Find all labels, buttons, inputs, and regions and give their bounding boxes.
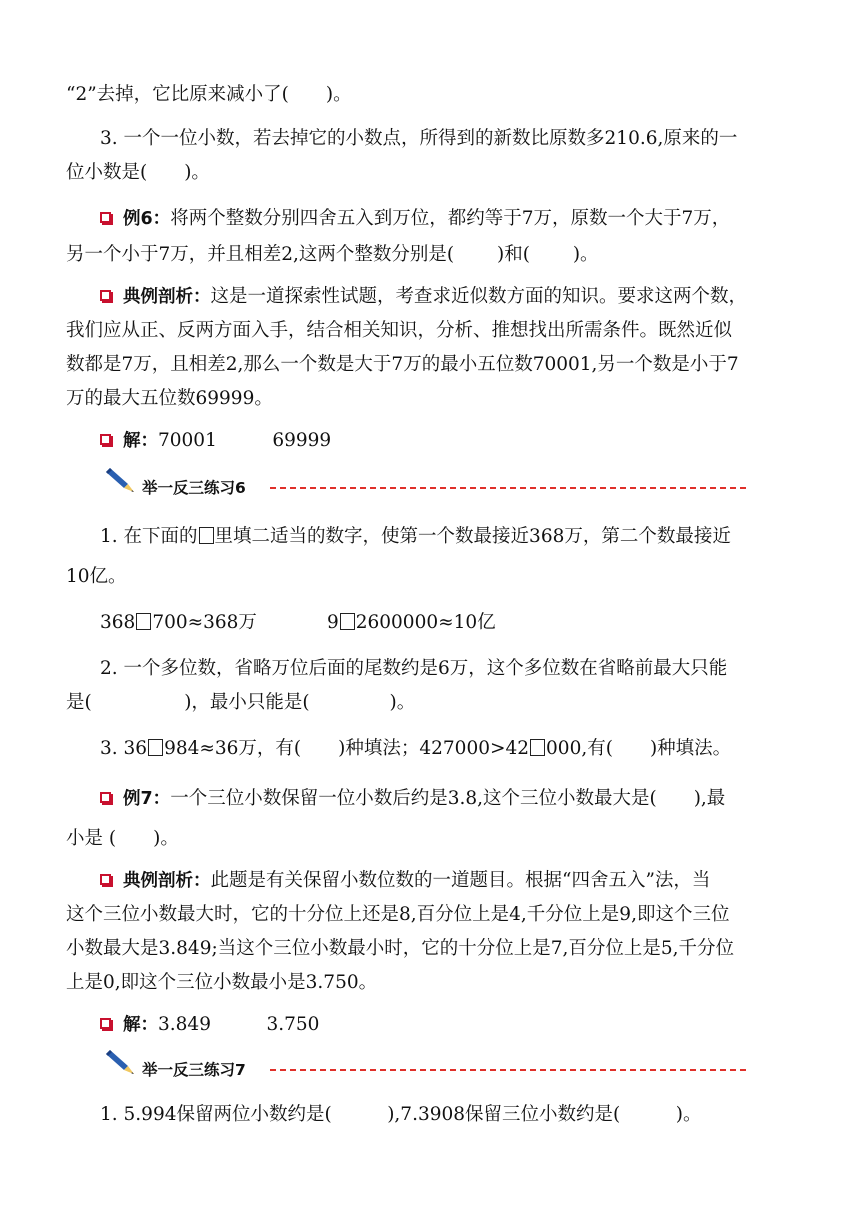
- example-6: [100, 206, 730, 232]
- solution-label: 解：: [123, 431, 158, 451]
- text-line: 此题是有关保留小数位数的一道题目。根据“四舍五入”法，当: [210, 870, 711, 891]
- text-fragment: 984≈36万，有( )种填法；427000>42: [164, 738, 530, 759]
- square-bullet-icon: [100, 792, 111, 803]
- blank-box[interactable]: [199, 527, 214, 544]
- question-6-1: [100, 524, 731, 550]
- pencil-icon: [106, 464, 136, 494]
- example-label: 例6：: [123, 209, 171, 229]
- blank-box[interactable]: [530, 739, 545, 756]
- analysis-6: [100, 284, 747, 310]
- square-bullet-icon: [100, 434, 111, 445]
- solution-text: 3.849 3.750: [158, 1014, 320, 1035]
- text-fragment: 368: [100, 612, 136, 633]
- practice-header-6: [106, 464, 746, 500]
- text-line: “2”去掉，它比原来减小了( )。: [66, 84, 352, 105]
- text-line: 小是 ( )。: [66, 828, 179, 849]
- example-label: 例7：: [123, 789, 171, 809]
- solution-6: [100, 428, 331, 454]
- text-line: 是( )，最小只能是( )。: [66, 692, 416, 713]
- solution-7: [100, 1012, 319, 1038]
- question-6-1-items: [100, 610, 496, 636]
- practice-title: 举一反三练习7: [142, 1061, 246, 1079]
- blank-box[interactable]: [148, 739, 163, 756]
- analysis-label: 典例剖析：: [123, 871, 211, 891]
- text-line: 万的最大五位数69999。: [66, 388, 273, 409]
- question-6-3: [100, 736, 731, 762]
- text-line: 这个三位小数最大时，它的十分位上还是8,百分位上是4,千分位上是9,即这个三位: [66, 904, 730, 925]
- text-fragment: 700≈368万: [152, 612, 257, 633]
- text-line: 小数最大是3.849;当这个三位小数最小时，它的十分位上是7,百分位上是5,千分位: [66, 938, 734, 959]
- text-fragment: 9: [326, 612, 339, 633]
- analysis-7: [100, 868, 710, 894]
- text-line: 我们应从正、反两方面入手，结合相关知识，分析、推想找出所需条件。既然近似: [66, 320, 733, 341]
- pencil-icon: [106, 1046, 136, 1076]
- square-bullet-icon: [100, 212, 111, 223]
- square-bullet-icon: [100, 290, 111, 301]
- analysis-label: 典例剖析：: [123, 287, 211, 307]
- text-line: 10亿。: [66, 566, 127, 587]
- solution-text: 70001 69999: [158, 430, 332, 451]
- text-fragment: 里填二适当的数字，使第一个数最接近368万，第二个数最接近: [214, 526, 731, 547]
- solution-label: 解：: [123, 1015, 158, 1035]
- text-line: 将两个整数分别四舍五入到万位，都约等于7万，原数一个大于7万，: [170, 208, 731, 229]
- text-fragment: 000,有( )种填法。: [546, 738, 732, 759]
- blank-box[interactable]: [136, 613, 151, 630]
- square-bullet-icon: [100, 1018, 111, 1029]
- text-line: 这是一道探索性试题，考查求近似数方面的知识。要求这两个数，: [210, 286, 748, 307]
- text-line: 1. 5.994保留两位小数约是( ),7.3908保留三位小数约是( )。: [100, 1104, 702, 1125]
- text-fragment: 2600000≈10亿: [355, 612, 496, 633]
- text-fragment: 3. 36: [100, 738, 148, 759]
- practice-header-7: [106, 1046, 746, 1082]
- text-line: 一个三位小数保留一位小数后约是3.8,这个三位小数最大是( ),最: [170, 788, 726, 809]
- example-7: [100, 786, 725, 812]
- text-line: 位小数是( )。: [66, 162, 210, 183]
- dashed-divider: [270, 1069, 746, 1071]
- blank-box[interactable]: [340, 613, 355, 630]
- text-line: 2. 一个多位数，省略万位后面的尾数约是6万，这个多位数在省略前最大只能: [100, 658, 728, 679]
- dashed-divider: [270, 487, 746, 489]
- text-line: 另一个小于7万，并且相差2,这两个整数分别是( )和( )。: [66, 244, 599, 265]
- text-fragment: 1. 在下面的: [100, 526, 198, 547]
- text-line: 数都是7万，且相差2,那么一个数是大于7万的最小五位数70001,另一个数是小于7: [66, 354, 739, 375]
- text-line: 3. 一个一位小数，若去掉它的小数点，所得到的新数比原数多210.6,原来的一: [100, 128, 738, 149]
- practice-title: 举一反三练习6: [142, 479, 246, 497]
- text-line: 上是0,即这个三位小数最小是3.750。: [66, 972, 378, 993]
- square-bullet-icon: [100, 874, 111, 885]
